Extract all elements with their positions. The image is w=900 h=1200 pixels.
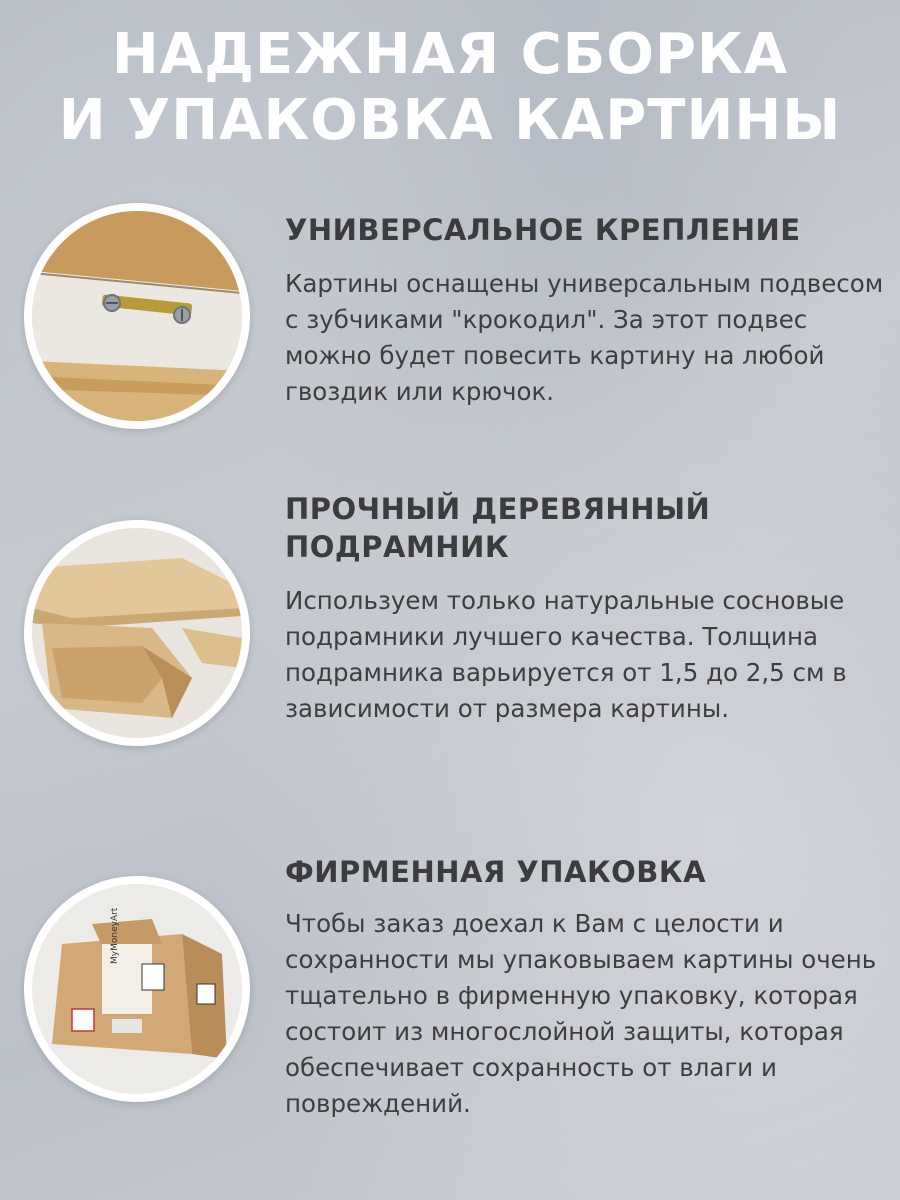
section-body-stretcher: Используем только натуральные сосновые подрамники лучшего качества. Толщина подрамника варьируется от 1,5 до 2,5 см в зависимости от размера картины. — [285, 586, 847, 723]
hanger-mount-photo — [24, 203, 250, 429]
section-body-packaging: Чтобы заказ доехал к Вам с целости и сохранности мы упаковываем картины очень тщательно в фирменную упаковку, которая состоит из многослойной защиты, которая обеспечивает сохранность от влаги и повреждений. — [285, 909, 877, 1118]
section-heading-stretcher — [285, 490, 885, 566]
heading-line: УНИВЕРСАЛЬНОЕ КРЕПЛЕНИЕ — [285, 213, 801, 247]
title-line-2: И УПАКОВКА КАРТИНЫ — [58, 88, 842, 153]
branded-box-photo — [24, 876, 250, 1102]
page-title — [0, 22, 900, 154]
box-brand-label: MyMoneyArt — [110, 907, 120, 964]
heading-line: ПРОЧНЫЙ ДЕРЕВЯННЫЙ — [285, 492, 711, 526]
heading-line: ПОДРАМНИК — [285, 530, 510, 564]
section-body-mount: Картины оснащены универсальным подвесом с зубчиками "крокодил". За этот подвес можно будет повесить картину на любой гвоздик или крючок. — [285, 269, 884, 406]
heading-line: ФИРМЕННАЯ УПАКОВКА — [285, 855, 707, 889]
section-heading-packaging — [285, 853, 885, 891]
section-heading-mount — [285, 211, 885, 249]
wooden-stretcher-photo — [24, 520, 250, 746]
title-line-1: НАДЕЖНАЯ СБОРКА — [111, 22, 789, 87]
